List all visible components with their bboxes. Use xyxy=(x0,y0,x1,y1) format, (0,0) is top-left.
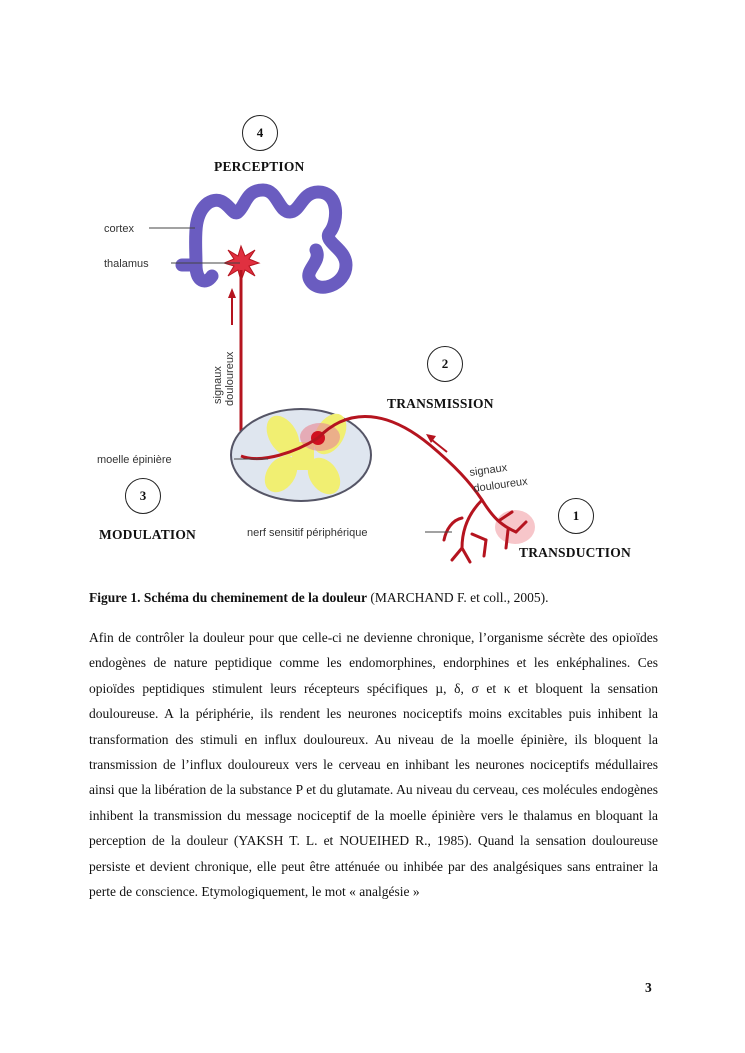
step-3-circle: 3 xyxy=(125,478,161,514)
ascending-arrow-head xyxy=(228,288,236,298)
spinal-cord-label: moelle épinière xyxy=(97,454,172,466)
step-transmission-title: TRANSMISSION xyxy=(387,396,494,411)
step-1-circle: 1 xyxy=(558,498,594,534)
body-paragraph: Afin de contrôler la douleur pour que celle-ci ne devienne chronique, l’organisme sécrète des opioïdes endogènes de nature peptidique comme les endomorphines, endorphines et les enképhalines. Ces opioïdes peptidiques stimulent leurs récepteurs spécifiques µ, δ, σ et κ et bloquent la sensation douloureuse. A la périphérie, ils rendent les neurones nociceptifs moins excitables puis inhibent la transformation des stimuli en influx douloureux. Au niveau de la moelle épinière, ils bloquent la transmission de l’influx douloureux vers le cerveau en inhibant les neurones nociceptifs médullaires ainsi que la libération de la substance P et du glutamate. Au niveau du cerveau, ces molécules endogènes inhibent la transmission du message nociceptif de la moelle épinière vers le thalamus en bloquant la perception de la douleur (YAKSH T. L. et NOUEIHED R., 1985). Quand la sensation douloureuse persiste et devient chronique, elle peut être atténuée ou inhibée par des analgésiques sans entrainer la perte de conscience. Etymologiquement, le mot « analgésie » xyxy=(89,630,658,900)
step-modulation-title: MODULATION xyxy=(99,527,197,542)
step-transduction-title: TRANSDUCTION xyxy=(519,545,631,560)
step-2-circle: 2 xyxy=(427,346,463,382)
caption-title: Figure 1. Schéma du cheminement de la douleur xyxy=(89,590,367,605)
caption-source: (MARCHAND F. et coll., 2005). xyxy=(367,590,549,605)
cortex-lower-fold xyxy=(196,265,212,281)
transduction-zone xyxy=(495,510,535,544)
thalamus-label: thalamus xyxy=(104,258,149,270)
side-signals-label: signaux xyxy=(468,461,508,479)
vertical-signals-label: signaux xyxy=(212,366,224,404)
page-number: 3 xyxy=(645,980,652,995)
step-4-circle: 4 xyxy=(242,115,278,151)
peripheral-nerve-label: nerf sensitif périphérique xyxy=(247,527,368,539)
step-perception-title: PERCEPTION xyxy=(214,159,305,174)
nociceptor-branches xyxy=(444,500,526,562)
cortex-label: cortex xyxy=(104,223,134,235)
vertical-painful-label: douloureux xyxy=(224,351,236,406)
figure-caption xyxy=(89,590,659,606)
side-painful-label: douloureux xyxy=(472,475,529,495)
